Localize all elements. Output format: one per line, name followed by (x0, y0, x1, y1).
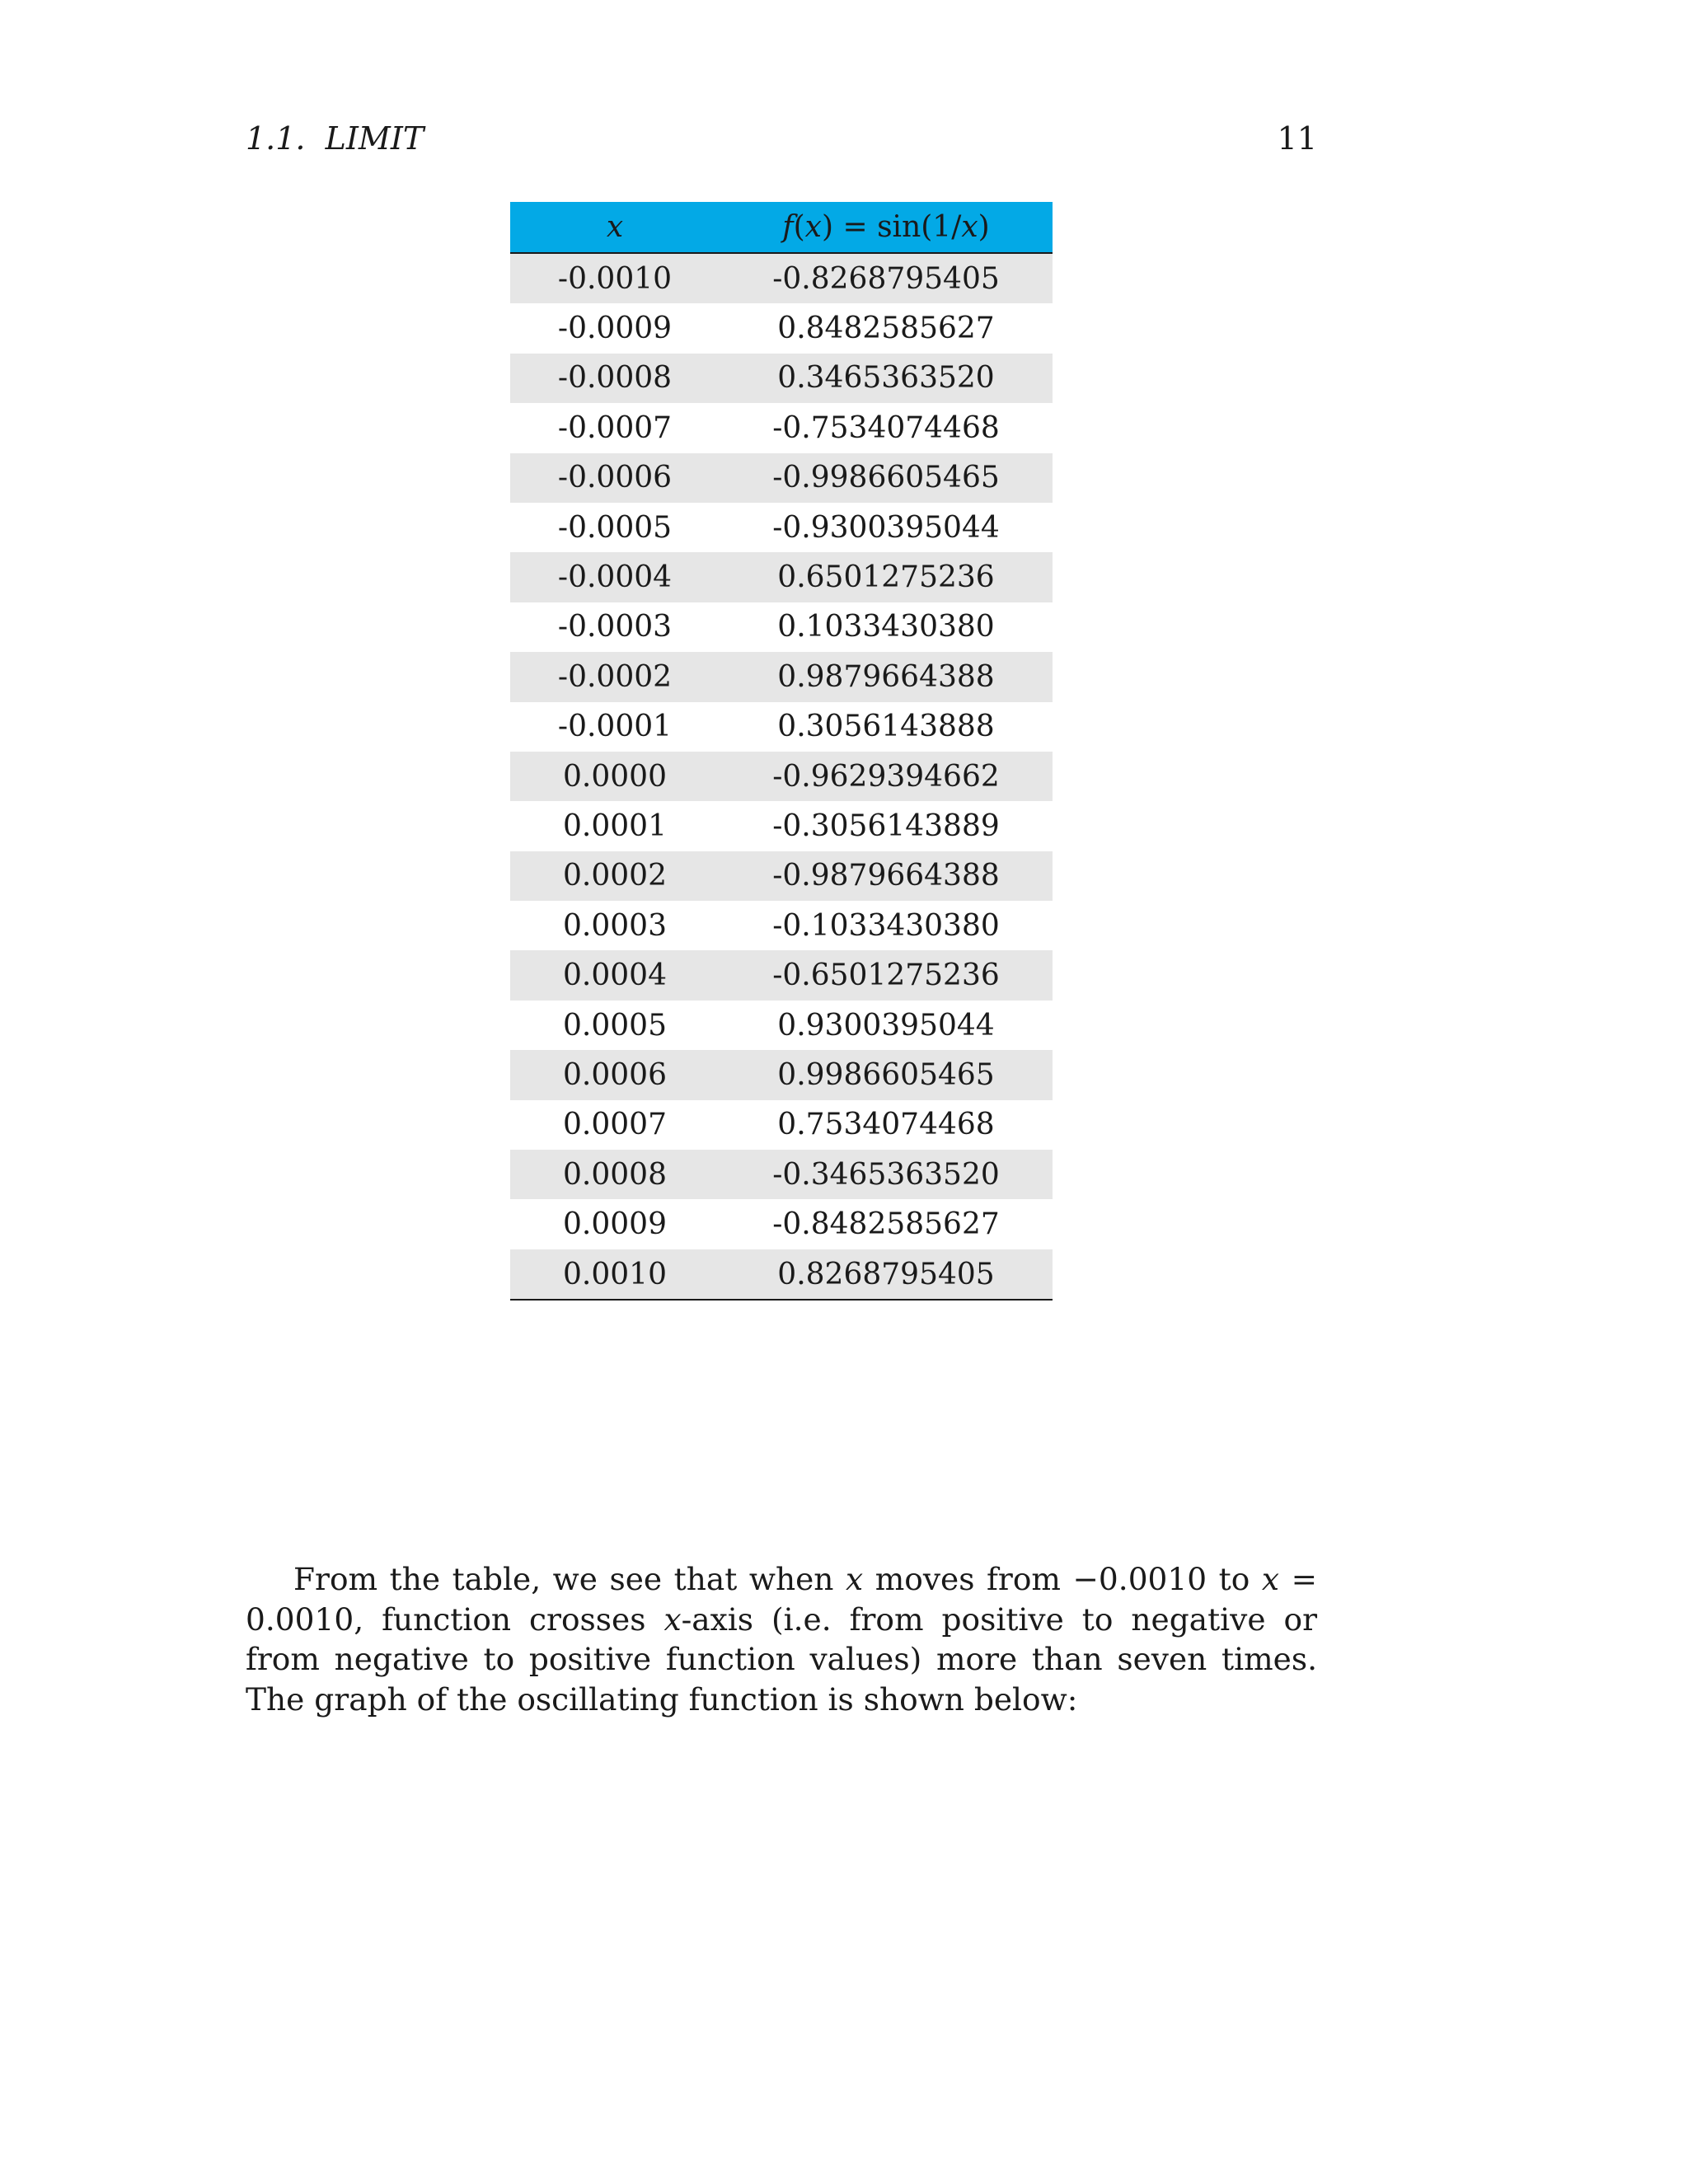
table-row (510, 552, 1053, 602)
fx-eq: ) = sin(1/ (821, 210, 962, 244)
cell-x: -0.0009 (510, 303, 720, 353)
table-row (510, 602, 1053, 652)
sin-values-table (510, 202, 1053, 1301)
paragraph-text-2: moves from −0.0010 to (863, 1561, 1262, 1597)
table-row (510, 354, 1053, 403)
table-row (510, 752, 1053, 801)
fx-close: ) (978, 210, 990, 244)
cell-fx: -0.9629394662 (720, 752, 1053, 801)
cell-x: -0.0004 (510, 552, 720, 602)
cell-fx: 0.8482585627 (720, 303, 1053, 353)
cell-x: 0.0008 (510, 1150, 720, 1199)
math-x-2: x (1261, 1561, 1280, 1597)
table-row (510, 253, 1053, 303)
cell-fx: -0.1033430380 (720, 901, 1053, 950)
cell-fx: 0.1033430380 (720, 602, 1053, 652)
cell-x: 0.0005 (510, 1001, 720, 1050)
column-header-x: x (510, 202, 720, 253)
cell-fx: 0.9879664388 (720, 652, 1053, 701)
cell-fx: 0.8268795405 (720, 1249, 1053, 1300)
table-row (510, 1050, 1053, 1099)
cell-x: -0.0005 (510, 503, 720, 552)
page-number: 11 (1277, 120, 1317, 157)
table-row (510, 1249, 1053, 1300)
fx-arg: x (961, 210, 978, 244)
table-body (510, 253, 1053, 1300)
cell-fx: 0.3056143888 (720, 702, 1053, 752)
paragraph-text-3: = 0.0010, function crosses (246, 1561, 1317, 1638)
cell-fx: -0.3465363520 (720, 1150, 1053, 1199)
table-row (510, 1199, 1053, 1249)
cell-x: 0.0003 (510, 901, 720, 950)
cell-x: -0.0010 (510, 253, 720, 303)
fx-f: f (782, 210, 794, 244)
cell-fx: -0.8482585627 (720, 1199, 1053, 1249)
cell-x: 0.0010 (510, 1249, 720, 1300)
cell-fx: 0.9986605465 (720, 1050, 1053, 1099)
body-paragraph (246, 1559, 1317, 1719)
table-row (510, 1150, 1053, 1199)
cell-x: 0.0001 (510, 801, 720, 851)
running-title: 1.1. LIMIT (246, 120, 424, 157)
table-row (510, 503, 1053, 552)
paragraph-text-1: From the table, we see that when (293, 1561, 846, 1597)
cell-fx: -0.7534074468 (720, 403, 1053, 452)
cell-x: -0.0008 (510, 354, 720, 403)
table-row (510, 652, 1053, 701)
cell-fx: -0.9879664388 (720, 851, 1053, 901)
paragraph-text-4: -axis (i.e. from positive to negative or from negative to positive function values) more than seven times. The graph of the oscillating function is shown below: (246, 1601, 1317, 1718)
cell-fx: -0.9986605465 (720, 453, 1053, 503)
table-row (510, 851, 1053, 901)
table-row (510, 801, 1053, 851)
cell-fx: -0.6501275236 (720, 950, 1053, 1000)
cell-x: -0.0003 (510, 602, 720, 652)
cell-fx: 0.3465363520 (720, 354, 1053, 403)
cell-x: 0.0009 (510, 1199, 720, 1249)
cell-x: 0.0002 (510, 851, 720, 901)
cell-fx: 0.9300395044 (720, 1001, 1053, 1050)
cell-x: 0.0000 (510, 752, 720, 801)
table-row (510, 453, 1053, 503)
running-head (246, 115, 1317, 162)
cell-x: -0.0007 (510, 403, 720, 452)
table-row (510, 303, 1053, 353)
table-row (510, 1001, 1053, 1050)
cell-x: 0.0006 (510, 1050, 720, 1099)
fx-x: x (804, 210, 822, 244)
table-row (510, 702, 1053, 752)
table-row (510, 403, 1053, 452)
column-header-fx: f(x) = sin(1/x) (720, 202, 1053, 253)
cell-x: 0.0004 (510, 950, 720, 1000)
table-row (510, 901, 1053, 950)
cell-x: -0.0001 (510, 702, 720, 752)
cell-x: 0.0007 (510, 1100, 720, 1150)
cell-x: -0.0006 (510, 453, 720, 503)
cell-fx: -0.9300395044 (720, 503, 1053, 552)
table-row (510, 1100, 1053, 1150)
cell-fx: -0.3056143889 (720, 801, 1053, 851)
cell-x: -0.0002 (510, 652, 720, 701)
cell-fx: 0.7534074468 (720, 1100, 1053, 1150)
table-row (510, 950, 1053, 1000)
math-x-1: x (846, 1561, 864, 1597)
table-header-row (510, 202, 1053, 253)
math-x-3: x (663, 1601, 682, 1638)
cell-fx: -0.8268795405 (720, 253, 1053, 303)
cell-fx: 0.6501275236 (720, 552, 1053, 602)
